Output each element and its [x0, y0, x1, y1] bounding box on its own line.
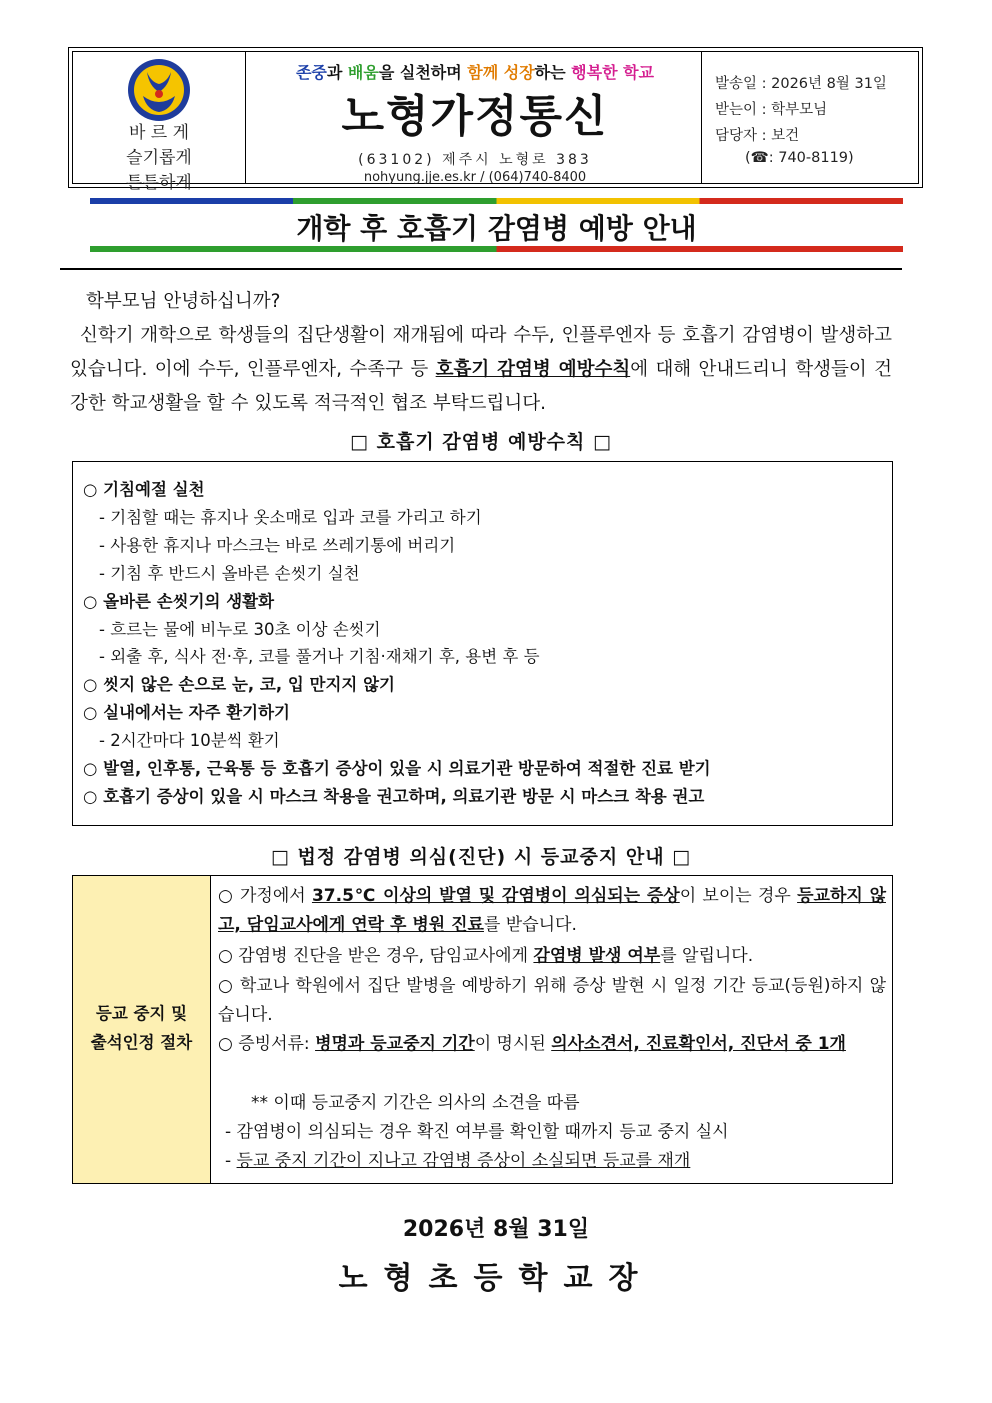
- notice-item: [218, 942, 886, 971]
- rule-heading-item: ○ 올바른 손씻기의 생활화: [83, 591, 275, 611]
- slogan-part: 을 실천하며: [378, 63, 468, 82]
- notice-table: [72, 875, 893, 1184]
- notice-heading: □ 법정 감염병 의심(진단) 시 등교중지 안내 □: [270, 846, 692, 868]
- rule-heading-item: ○ 호흡기 증상이 있을 시 마스크 착용을 권고하며, 의료기관 방문 시 마스크 착용 권고: [83, 786, 705, 806]
- notice-dash-item: [225, 1147, 893, 1176]
- slogan-part: 함께 성장: [467, 63, 535, 82]
- notice-text: 를 알립니다.: [660, 946, 754, 966]
- notice-item: ○ 학교나 학원에서 집단 발병을 예방하기 위해 증상 발현 시 일정 기간 등교(등원)하지 않습니다.: [218, 976, 886, 1025]
- notice-text: ○ 증빙서류:: [218, 1034, 316, 1054]
- intro-paragraph: [70, 319, 892, 421]
- notice-text: ○ 가정에서: [218, 886, 312, 906]
- slogan-part: 행복한 학교: [571, 63, 655, 82]
- rule-sub-item: - 기침할 때는 휴지나 옷소매로 입과 코를 가리고 하기: [99, 507, 482, 527]
- newsletter-header: [68, 47, 923, 193]
- rule-sub-item: - 사용한 휴지나 마스크는 바로 쓰레기통에 버리기: [99, 535, 456, 555]
- notice-text: 이 명시된: [474, 1034, 552, 1054]
- notice-emphasis: 감염병 발생 여부: [533, 946, 661, 966]
- header-divider: [245, 52, 246, 183]
- rules-box: [72, 461, 893, 826]
- manager: 담당자 : 보건: [715, 128, 800, 144]
- divider-rule: [60, 268, 902, 270]
- intro-text: 에 대해 안내드리니 학생들이 건강한 학교생활을 할 수 있도록 적극적인 협조 부탁드립니다.: [70, 359, 892, 414]
- school-address: (63102) 제주시 노형로 383: [358, 152, 592, 168]
- rule-heading-item: ○ 발열, 인후통, 근육통 등 호흡기 증상이 있을 시 의료기관 방문하여 적절한 진료 받기: [83, 759, 711, 778]
- slogan-part: 존중: [295, 63, 327, 82]
- notice-label-line: 등교 중지 및: [95, 1004, 188, 1023]
- newsletter-title: 노형가정통신: [341, 91, 609, 142]
- phone-number: (☎: 740-8119): [745, 150, 854, 166]
- notice-label-cell: [73, 876, 211, 1183]
- notice-text: ○ 감염병 진단을 받은 경우, 담임교사에게: [218, 946, 534, 966]
- rule-heading-item: ○ 기침예절 실천: [83, 480, 205, 499]
- header-divider: [701, 52, 702, 183]
- motto-line: 바 르 게: [128, 123, 190, 143]
- rules-heading: □ 호흡기 감염병 예방수칙 □: [350, 431, 612, 453]
- notice-emphasis: 의사소견서, 진료확인서, 진단서 중 1개: [551, 1034, 846, 1054]
- notice-label-line: 출석인정 절차: [90, 1033, 193, 1052]
- notice-item: [218, 1030, 886, 1059]
- slogan-part: 과: [326, 63, 348, 82]
- motto-line: 슬기롭게: [126, 148, 192, 168]
- motto-line: 튼튼하게: [126, 173, 192, 193]
- banner-stripe-top: [90, 198, 903, 204]
- rule-heading-item: ○ 실내에서는 자주 환기하기: [83, 703, 290, 723]
- recipient: 받는이 : 학부모님: [715, 102, 828, 118]
- header-inner-frame: [72, 51, 919, 193]
- rule-sub-item: - 외출 후, 식사 전·후, 코를 풀거나 기침·재채기 후, 용변 후 등: [99, 647, 540, 667]
- notice-label: [73, 999, 210, 1057]
- notice-text: -: [225, 1151, 237, 1171]
- school-logo: [127, 58, 191, 122]
- slogan-part: 하는: [534, 63, 572, 82]
- school-contact: nohyung.jje.es.kr / (064)740-8400: [363, 170, 587, 185]
- notice-emphasis: 병명과 등교중지 기간: [315, 1034, 475, 1054]
- notice-emphasis: 등교하지 않고, 담임교사에게 연락 후 병원 진료: [218, 886, 886, 935]
- notice-item: [218, 882, 886, 940]
- notice-text: 이 보이는 경우: [679, 886, 798, 906]
- notice-emphasis: 37.5℃ 이상의 발열 및 감염병이 의심되는 증상: [311, 886, 680, 906]
- greeting: 학부모님 안녕하십니까?: [86, 291, 281, 312]
- notice-emphasis: 등교 중지 기간이 지나고 감염병 증상이 소실되면 등교를 재개: [236, 1151, 691, 1171]
- rule-sub-item: - 흐르는 물에 비누로 30초 이상 손씻기: [99, 619, 381, 639]
- slogan-part: 배움: [347, 63, 379, 82]
- title-banner: [90, 198, 903, 252]
- notice-text: 를 받습니다.: [483, 915, 577, 935]
- notice-note: ** 이때 등교중지 기간은 의사의 소견을 따름: [251, 1093, 580, 1113]
- issue-date: 2026년 8월 31일: [402, 1217, 590, 1242]
- notice-dash-item: - 감염병이 의심되는 경우 확진 여부를 확인할 때까지 등교 중지 실시: [225, 1122, 729, 1142]
- rule-sub-item: - 기침 후 반드시 올바른 손씻기 실천: [99, 563, 360, 583]
- rule-heading-item: ○ 씻지 않은 손으로 눈, 코, 입 만지지 않기: [83, 675, 395, 695]
- sent-date: 발송일 : 2026년 8월 31일: [715, 76, 887, 92]
- notice-title: 개학 후 호흡기 감염병 예방 안내: [296, 212, 697, 245]
- rule-sub-item: - 2시간마다 10분씩 환기: [99, 731, 280, 751]
- intro-text: 신학기 개학으로 학생들의 집단생활이 재개됨에 따라 수두, 인플루엔자 등 호흡기 감염병이 발생하고 있습니다. 이에 수두, 인플루엔자, 수족구 등: [70, 325, 892, 380]
- intro-emphasis: 호흡기 감염병 예방수칙: [435, 359, 631, 380]
- principal-signature: 노형초등학교장: [338, 1261, 654, 1296]
